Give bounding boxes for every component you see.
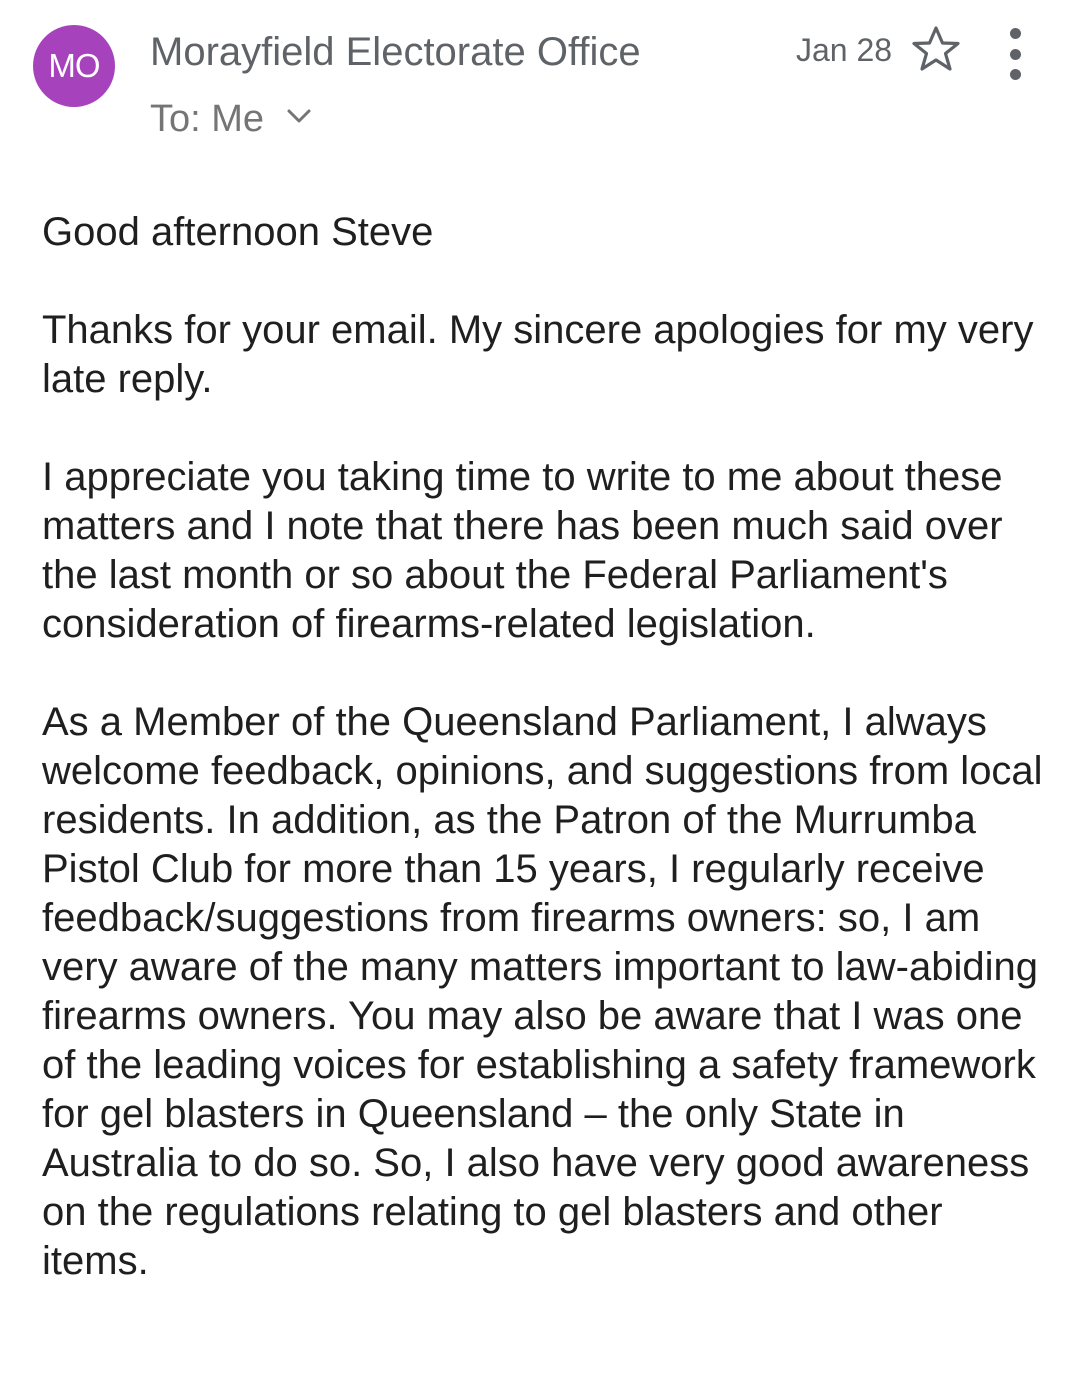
star-icon[interactable] [910, 24, 962, 76]
received-date: Jan 28 [796, 32, 893, 68]
more-options-icon[interactable] [998, 28, 1032, 80]
recipients-toggle[interactable] [150, 98, 312, 141]
avatar[interactable]: MO [33, 25, 115, 107]
sender-name[interactable]: Morayfield Electorate Office [150, 30, 641, 74]
body-paragraph: As a Member of the Queensland Parliament, I always welcome feedback, opinions, and suggestions from local residents. In addition, as the Patron of the Murrumba Pistol Club for more than 15 years, I regularly receive feedback/suggestions from firearms owners: so, I am very aware of the many matters important to law-abiding firearms owners. You may also be aware that I was one of the leading voices for establishing a safety framework for gel blasters in Queensland – the only State in Australia to do so. So, I also have very good awareness on the regulations relating to gel blasters and other items. [42, 700, 1043, 1283]
greeting: Good afternoon Steve [42, 210, 434, 254]
body-paragraph: I appreciate you taking time to write to me about these matters and I note that there has been much said over the last month or so about the Federal Parliament's consideration of firearms-related legislation. [42, 455, 1003, 646]
recipient-label: To: Me [150, 98, 265, 140]
email-header [0, 0, 1080, 160]
body-paragraph: Thanks for your email. My sincere apologies for my very late reply. [42, 308, 1034, 401]
email-body [42, 208, 1052, 1335]
chevron-down-icon[interactable] [286, 107, 312, 125]
